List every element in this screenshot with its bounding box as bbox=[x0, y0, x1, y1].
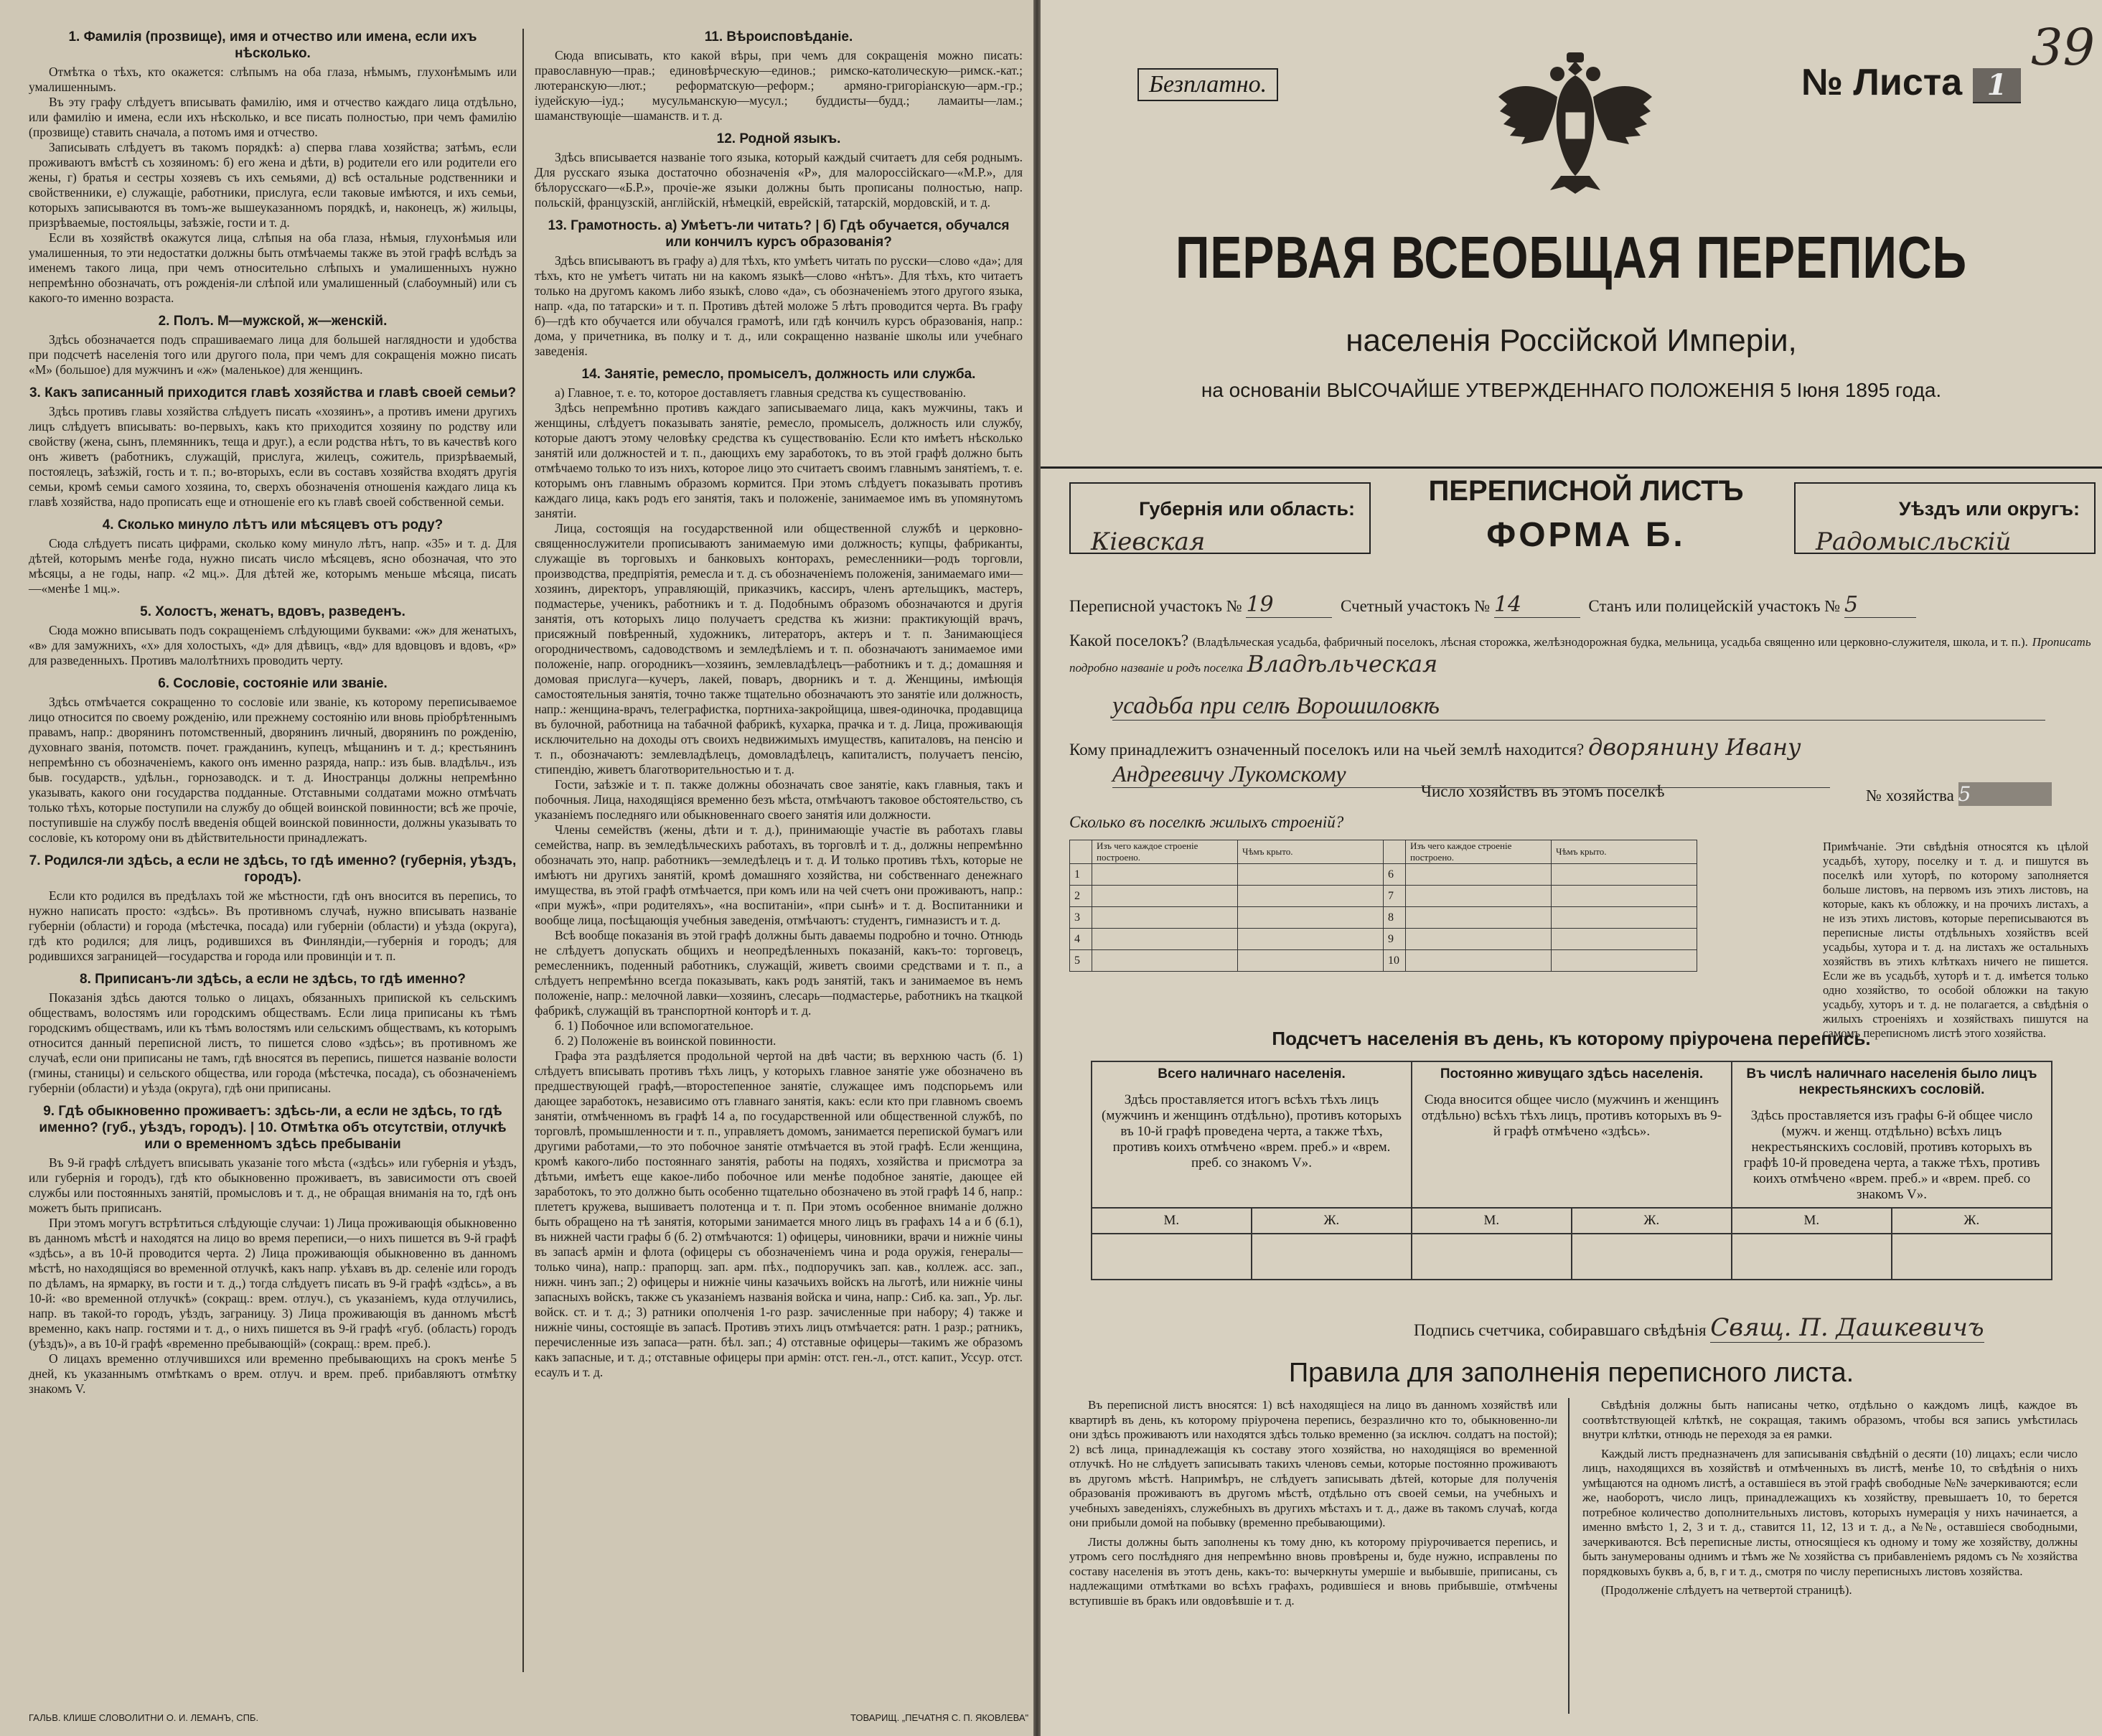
instruction-section bbox=[29, 853, 517, 964]
buildings-cell: 7 bbox=[1384, 886, 1406, 907]
section-paragraph: Здѣсь вписывается названіе того языка, который каждый считаетъ для себя роднымъ. Для русскаго языка достаточно обозначенія «Р», для малороссійскаго—«М.Р.», для бѣлорусскаго—«Б.Р.», прочіе-же языки должны быть прописаны полностью, напр. польскій, французскій, англійскій, нѣмецкій, еврейскій, татарскій, мордовскій, и т. д. bbox=[535, 150, 1023, 210]
section-heading: 8. Приписанъ-ли здѣсь, а если не здѣсь, то гдѣ именно? bbox=[80, 972, 466, 987]
section-paragraph: Графа эта раздѣляется продольной чертой на двѣ части; въ верхнюю часть (б. 1) слѣдуетъ вписывать противъ тѣхъ лицъ, у которыхъ главное занятіе уже обозначено въ предшествующей графѣ,—второстепенное занятіе, служащее имъ подспорьемъ или дающее заработокъ, независимо отъ главнаго занятія, какъ: если кто при главномъ своемъ занятіи, отмѣченномъ въ графѣ 14 а, по государственной или общественной службѣ, по торговлѣ, промышленности и т. п., управляетъ домомъ, занимается перепиской бумагъ или другими работами,—то это побочное занятіе отмѣчается въ этой графѣ. Если женщина, кромѣ какого-либо постояннаго занятія, работы на подяхъ, хозяйства и присмотра за дѣтьми, имѣетъ еще какое-либо побочное или менѣе подобное занятіе, дающее ей заработокъ, то это должно быть особенно тщательно обозначено въ этой графѣ 14 б, напр.: плететъ кружева, вышиваетъ полотенца и т. п. При этомъ особенное вниманіе должно быть обращено на тѣ занятія, которыми занимается много лицъ въ графахъ 14 а и б (б.1), въ нижней части графы б (б. 2) отмѣчаются: 1) офицеры, чиновники, врачи и нижніе чины въ запасѣ армін и флота (офицеры съ обозначеніемъ чина и рода оружія, генералы—только чина), напр.: прапорщ. зап. арм. пѣх., подпоручикъ зап. кав., коллеж. асс. зап., нижн. чинъ зап.; 2) офицеры и нижніе чины казачьихъ войскъ на льготѣ, или нижніе чины запасныхъ войскъ, также съ указаніемъ названія войска и чина, напр.: Сиб. ка. зап., Ур. льг. войск. ст. и т. д.; 3) ратники ополченія 1-го разр. зачисленные при набору; 4) также и нижніе чины, состоящіе въ запасѣ. Противъ этихъ лицъ отмѣчается: ратн. 1 разр.; ратникъ, перечисленные изъ запаса—ратн. бѣл. зап.; 4) отставные офицеры—такимъ же образомъ какъ запасные, и т. д.; отставные офицеры при армін: отст. ген.-л., отст. капит., Уссур. отст. есаулъ и т. д. bbox=[535, 1048, 1023, 1379]
perepis-value: 19 bbox=[1246, 592, 1332, 618]
section-paragraph: Записывать слѣдуетъ въ такомъ порядкѣ: а) сперва глава хозяйства; затѣмъ, если проживаютъ вмѣстѣ съ хозяиномъ: б) его жена и дѣти, в) родители его или родители его жены, г) братья и сестры хозяевъ съ ихъ семьями, д) всѣ остальные родственники и свойственники, е) служащіе, работники, прислуга, если таковые имѣются, и ихъ семьи, которыхъ записываются въ томъ-же вышеуказанномъ порядкѣ, и, наконецъ, ж) жильцы, призрѣваемые, постояльцы, заѣзжіе, гости и т. д. bbox=[29, 140, 517, 230]
perepis-label: Переписной участокъ № bbox=[1069, 597, 1242, 615]
section-heading: 5. Холостъ, женатъ, вдовъ, разведенъ. bbox=[140, 604, 405, 619]
buildings-cell[interactable] bbox=[1406, 907, 1552, 929]
uezd-value: Радомысльскій bbox=[1816, 527, 2012, 556]
buildings-cell[interactable] bbox=[1552, 929, 1697, 950]
hh-number-value: 5 bbox=[1958, 782, 2052, 806]
instructions-page bbox=[0, 0, 1033, 1736]
buildings-cell[interactable] bbox=[1092, 907, 1238, 929]
instruction-section bbox=[535, 131, 1023, 210]
count-column bbox=[1732, 1061, 2052, 1208]
section-paragraph: Сюда вписывать, кто какой вѣры, при чемъ для сокращенія можно писать: православную—прав.; единовѣрческую—единов.; римско-католическую—римск.-кат.; лютеранскую—лют.; реформатскую—реформ.; армяно-григоріанскую—арм.-гр.; іудейскую—іуд.; мусульманскую—мусул.; буддисты—будд.; ламаиты—лам.; шаманствующіе—шаманств. и т. д. bbox=[535, 48, 1023, 123]
buildings-cell[interactable] bbox=[1552, 950, 1697, 972]
rules-divider bbox=[1568, 1398, 1570, 1714]
instruction-section bbox=[29, 29, 517, 306]
owner-value-2: Андреевичу Лукомскому bbox=[1112, 761, 1830, 788]
section-paragraph: б. 1) Побочное или вспомогательное. bbox=[555, 1018, 754, 1033]
section-heading: 13. Грамотность. а) Умѣетъ-ли читать? | б) Гдѣ обучается, обучался или кончилъ курсъ образованія? bbox=[548, 218, 1010, 250]
form-code: ФОРМА Б. bbox=[1486, 516, 1686, 554]
buildings-cell[interactable] bbox=[1552, 886, 1697, 907]
gubernia-label: Губернія или область: bbox=[1139, 498, 1355, 520]
count-sex-header: М. bbox=[1092, 1208, 1252, 1234]
signature-line bbox=[1414, 1313, 1984, 1343]
printer-imprint-right: ТОВАРИЩ. „ПЕЧАТНЯ С. П. ЯКОВЛЕВА" bbox=[850, 1712, 1029, 1723]
hh-number bbox=[1866, 782, 2052, 806]
buildings-header-cell: Чѣмъ крыто. bbox=[1552, 840, 1697, 864]
buildings-cell[interactable] bbox=[1406, 886, 1552, 907]
count-sex-header: Ж. bbox=[1252, 1208, 1412, 1234]
section-paragraph: б. 2) Положеніе въ воинской повинности. bbox=[555, 1033, 776, 1048]
section-paragraph: Сюда слѣдуетъ писать цифрами, сколько кому минуло лѣтъ, напр. «35» и т. д. Для дѣтей, которымъ менѣе года, нужно писать число мѣсяцевъ, ясно обозначая, что это мѣсяцы, а не годы, напр. «2 мц.». Для дѣтей же, которымъ меньше мѣсяца, писать —«менѣе 1 мц.». bbox=[29, 536, 517, 596]
sheet-number-value: 1 bbox=[1973, 68, 2022, 103]
count-sex-header: Ж. bbox=[1892, 1208, 2052, 1234]
instruction-section bbox=[29, 675, 517, 845]
buildings-cell[interactable] bbox=[1238, 950, 1384, 972]
count-value-cell[interactable] bbox=[1092, 1234, 1252, 1280]
section-heading: 3. Какъ записанный приходится главѣ хозяйства и главѣ своей семьи? bbox=[29, 385, 517, 400]
section-paragraph: Гости, заѣзжіе и т. п. также должны обозначать свое занятіе, какъ главныя, такъ и побочныя. Лица, находящіяся временно безъ мѣста, отмѣчаютъ таковое обстоятельство, съ указаніемъ последняго или обыкновеннаго своего занятія или должности. bbox=[535, 777, 1023, 822]
buildings-cell[interactable] bbox=[1552, 907, 1697, 929]
buildings-cell: 5 bbox=[1070, 950, 1092, 972]
section-paragraph: Если кто родился въ предѣлахъ той же мѣстности, гдѣ онъ вносится въ перепись, то нужно написать просто: «здѣсь». Въ противномъ случаѣ, нужно вписывать названіе губерніи (области) и города (мѣстечка, посада) или губерніи (области) и уѣзда (округа), гдѣ кто родился; для лицъ, родившихся въ Финляндіи,—губернія и городъ; для родившихся заграницей—государства и города или провинціи и т. п. bbox=[29, 888, 517, 963]
settlement-hint: (Владѣльческая усадьба, фабричный поселокъ, лѣсная сторожка, желѣзнодорожная будка, мельница, усадьба священно или церковно-служителя, школа, и т. п.). bbox=[1192, 635, 2028, 649]
count-column bbox=[1412, 1061, 1732, 1208]
gubernia-value: Кіевская bbox=[1091, 527, 1206, 556]
count-column bbox=[1092, 1061, 1412, 1208]
instruction-section bbox=[29, 1103, 517, 1397]
instruction-section bbox=[29, 971, 517, 1096]
buildings-cell[interactable] bbox=[1552, 864, 1697, 886]
section-paragraph: Отмѣтка о тѣхъ, кто окажется: слѣпымъ на оба глаза, нѣмымъ, глухонѣмымъ или умалишеннымъ. bbox=[29, 65, 517, 94]
section-heading: 12. Родной языкъ. bbox=[716, 131, 841, 146]
rules-right bbox=[1582, 1398, 2078, 1603]
instructions-column-1 bbox=[29, 29, 517, 1404]
uezd-label: Уѣздъ или округъ: bbox=[1898, 498, 2080, 520]
section-paragraph: а) Главное, т. е. то, которое доставляетъ главныя средства къ существованію. bbox=[555, 385, 967, 400]
archive-page-number: 39 bbox=[2031, 18, 2096, 77]
section-paragraph: Сюда можно вписывать подъ сокращеніемъ слѣдующими буквами: «ж» для женатыхъ, «в» для замужнихъ, «х» для холостыхъ, «д» для дѣвицъ, «вд» для вдовцовъ и вдовъ, «р» для разведенныхъ. Противъ малолѣтнихъ проводить черту. bbox=[29, 623, 517, 667]
printer-imprint-left: ГАЛЬВ. КЛИШЕ СЛОВОЛИТНИ О. И. ЛЕМАНЪ, СПБ. bbox=[29, 1712, 259, 1723]
instructions-column-2 bbox=[535, 29, 1023, 1387]
buildings-header-cell: Изъ чего каждое строеніе построено. bbox=[1406, 840, 1552, 864]
instruction-section bbox=[535, 29, 1023, 123]
section-heading: 9. Гдѣ обыкновенно проживаетъ: здѣсь-ли, а если не здѣсь, то гдѣ именно? (губ., уѣздъ, городъ). | 10. Отмѣтка объ отсутствіи, отлучкѣ или о временномъ здѣсь пребываніи bbox=[39, 1104, 507, 1152]
signature-label: Подпись счетчика, собиравшаго свѣдѣнія bbox=[1414, 1321, 1707, 1339]
count-title: Подсчетъ населенія въ день, къ которому пріурочена перепись. bbox=[1272, 1028, 1871, 1049]
census-subtitle: населенія Россійской Имперіи, bbox=[1346, 323, 1797, 358]
buildings-cell: 8 bbox=[1384, 907, 1406, 929]
buildings-cell[interactable] bbox=[1092, 864, 1238, 886]
section-paragraph: Здѣсь противъ главы хозяйства слѣдуетъ писать «хозяинъ», а противъ имени другихъ лицъ слѣдуетъ вписывать: во-первыхъ, какъ кто приходится хозяину по родству или свойству (жена, сынъ, племянникъ, теща и друг.), а если родства нѣтъ, то въ качествѣ кого онъ живетъ (работникъ, служащій, прислуга, жилецъ, сожитель, призрѣваемый, постоялецъ, заѣзжій, гость и т. п.; во-вторыхъ, если въ составъ хозяйства входятъ другія семьи, кромѣ семьи самого хозяина, то, сверхъ обозначенія отношенія каждаго лица къ главѣ хозяйства, надо прописать еще и отношеніе его къ главѣ своей собственной семьи. bbox=[29, 404, 517, 509]
form-title: ПЕРЕПИСНОЙ ЛИСТЪ bbox=[1428, 475, 1744, 507]
settlement-line bbox=[1069, 632, 2096, 677]
district-line bbox=[1069, 592, 2096, 618]
section-heading: 7. Родился-ли здѣсь, а если не здѣсь, то гдѣ именно? (губернія, уѣздъ, городъ). bbox=[29, 853, 517, 885]
owner-label: Кому принадлежитъ означенный поселокъ или на чьей землѣ находится? bbox=[1069, 741, 1585, 759]
buildings-header-cell bbox=[1384, 840, 1406, 864]
instruction-section bbox=[29, 604, 517, 668]
column-divider bbox=[522, 29, 524, 1672]
census-form-page bbox=[1041, 0, 2102, 1736]
buildings-label: Сколько въ поселкѣ жилыхъ строеній? bbox=[1069, 813, 1344, 831]
instruction-section bbox=[29, 313, 517, 377]
population-count-table bbox=[1091, 1061, 2052, 1280]
instruction-section bbox=[535, 366, 1023, 1380]
settlement-value-1: Владѣльческая bbox=[1247, 650, 1438, 677]
section-paragraph: Если въ хозяйствѣ окажутся лица, слѣпыя на оба глаза, нѣмыя, глухонѣмыя или умалишенныя, то эти недостатки должны быть отмѣчаемы также въ этой графѣ вслѣдъ за именемъ такого лица, при чемъ относительно слѣпыхъ и умалишенныхъ нужно непремѣнно обозначать, отъ рожденія-ли слѣпой или умалишенный (слабоумный) или съ какого-то именно возраста. bbox=[29, 230, 517, 305]
sheet-number-label: № Листа bbox=[1801, 62, 1963, 103]
buildings-cell[interactable] bbox=[1406, 950, 1552, 972]
census-title: ПЕРВАЯ ВСЕОБЩАЯ ПЕРЕПИСЬ bbox=[1175, 223, 1968, 291]
section-paragraph: При этомъ могутъ встрѣтиться слѣдующіе случаи: 1) Лица проживающія обыкновенно въ данномъ мѣстѣ и находятся на лицо во время переписи,—о нихъ пишется въ 9-й графѣ «здѣсь», а въ 10-й проводится черта. 2) Лица проживающія обыкновенно въ данномъ мѣстѣ, но находящіяся во временной отлучкѣ, какъ напр. уѣхавъ въ др. селеніе или городъ по дѣламъ, на ярмарку, въ гости и т. д.,) тогда слѣдуетъ писать въ 9-й графѣ «здѣсь», а въ 10-й: «во временной отлучкѣ» (сокращ.: врем. отлуч.), съ указаніемъ, куда отлучились, напр. въ такой-то городъ, уѣздъ, заграницу. 3) Лица проживающія въ данномъ мѣстѣ временно, какъ напр. гостями и т. д., о нихъ пишется въ 9-й графѣ «губ. (область) городъ (уѣздъ)», а въ 10-й графѣ «временно пребывающій» (сокращ.: врем. преб.). bbox=[29, 1216, 517, 1351]
buildings-cell[interactable] bbox=[1238, 864, 1384, 886]
buildings-cell[interactable] bbox=[1238, 929, 1384, 950]
count-sex-header: Ж. bbox=[1572, 1208, 1732, 1234]
section-heading: 14. Занятіе, ремесло, промыселъ, должность или служба. bbox=[581, 367, 976, 382]
imperial-eagle-icon bbox=[1493, 39, 1658, 197]
count-sex-header: М. bbox=[1732, 1208, 1892, 1234]
rule-paragraph: Каждый листъ предназначенъ для записыванія свѣдѣній о десяти (10) лицахъ; если число лицъ, находящихся въ хозяйствѣ и отмѣченныхъ въ листѣ, менѣе 10, то свѣдѣнія о нихъ умѣщаются на одномъ листѣ, а оставшіеся въ этой графѣ свободные №№ зачеркиваются; если же, наоборотъ, число лицъ, принадлежащихъ къ хозяйству, превышаетъ 10, то берется потребное количество дополнительныхъ листовъ, которыхъ нумерація у нихъ начинается, а именно вмѣсто 1, 2, 3 и т. д., ставится 11, 12, 13 и т. д., а №№, оставшіеся свободными, зачеркиваются. Всѣ переписные листы, относящіеся къ одному и тому же хозяйству, должны быть занумерованы однимъ и тѣмъ же № хозяйства съ прибавленіемъ рядомъ съ № хозяйства порядковыхъ буквъ а, б, в, г и т. д., смотря по числу переписныхъ листовъ хозяйства. bbox=[1582, 1446, 2078, 1578]
count-column-heading: Постоянно живущаго здѣсь населенія. bbox=[1440, 1066, 1704, 1082]
buildings-cell[interactable] bbox=[1092, 950, 1238, 972]
instruction-section bbox=[29, 385, 517, 510]
section-heading: 6. Сословіе, состояніе или званіе. bbox=[158, 676, 388, 691]
count-value-cell[interactable] bbox=[1892, 1234, 2052, 1280]
buildings-cell: 2 bbox=[1070, 886, 1092, 907]
section-heading: 2. Полъ. М—мужской, ж—женскій. bbox=[158, 314, 388, 329]
count-value-cell[interactable] bbox=[1732, 1234, 1892, 1280]
rules-left bbox=[1069, 1398, 1557, 1613]
rule-paragraph: Листы должны быть заполнены къ тому дню, къ которому пріурочивается перепись, и утромъ сего послѣдняго дня непремѣнно вновь провѣрены и, буде нужно, исправлены по составу населенія въ этотъ день, какъ-то: вычеркнуты умершіе и выбывшіе, приписаны, съ надлежащими отмѣтками во всѣхъ графахъ, родившіеся и вновь прибывшіе, отмѣчены вступившіе въ бракъ или овдовѣвшіе и т. д. bbox=[1069, 1534, 1557, 1608]
section-heading: 4. Сколько минуло лѣтъ или мѣсяцевъ отъ роду? bbox=[102, 517, 444, 532]
buildings-cell[interactable] bbox=[1406, 864, 1552, 886]
buildings-cell[interactable] bbox=[1092, 929, 1238, 950]
count-value-cell[interactable] bbox=[1412, 1234, 1572, 1280]
signature-value: Свящ. П. Дашкевичъ bbox=[1710, 1313, 1984, 1342]
header-rule bbox=[1041, 466, 2102, 469]
count-column-text: Здѣсь проставляется итогъ всѣхъ тѣхъ лицъ (мужчинъ и женщинъ отдѣльно), противъ которыхъ въ 10-й графѣ проведена черта, а также тѣхъ, противъ коихъ отмѣчено «врем. преб.» и «врем. преб. со знакомъ V». bbox=[1102, 1092, 1402, 1170]
section-paragraph: Показанія здѣсь даются только о лицахъ, обязанныхъ припиской къ сельскимъ обществамъ, волостямъ или городскимъ обществамъ. Если лица приписаны къ тѣмъ городскимъ обществамъ, или къ тѣмъ волостямъ или сельскимъ обществамъ, къ которымъ относится данный переписной листъ, то пишется слово «здѣсь»; въ противномъ же случаѣ, если они приписаны не тамъ, гдѣ вносятся въ перепись, пишется названіе волости (гмины, станицы) и сельского общества, или города (мѣстечка, посада), съ обозначеніемъ губерніи (области) и уѣзда (округа), гдѣ они приписаны. bbox=[29, 990, 517, 1095]
hh-number-label: № хозяйства bbox=[1866, 787, 1954, 804]
section-paragraph: Въ эту графу слѣдуетъ вписывать фамилію, имя и отчество каждаго лица отдѣльно, или фамилію и имена, если ихъ нѣсколько, и все писать полностью, при чемъ фамилію (прозвище) ставить сначала, а потомъ имя и отчество. bbox=[29, 95, 517, 139]
buildings-cell[interactable] bbox=[1238, 907, 1384, 929]
buildings-cell[interactable] bbox=[1092, 886, 1238, 907]
section-paragraph: Всѣ вообще показанія въ этой графѣ должны быть даваемы подробно и точно. Отнюдь не слѣдуетъ допускать общихъ и неопредѣленныхъ показаній, какъ-то: торговецъ, ремесленникъ, поденный работникъ, служащій, живетъ своими средствами и т. п., а слѣдуетъ непремѣнно всегда показывать, какъ родъ занятій, такъ и занимаемое въ немъ положеніе, напр.: мелочной лавки—хозяинъ, слесарь—подмастерье, работникъ на ткацкой фабрикѣ, служащій въ транспортной конторѣ и т. д. bbox=[535, 928, 1023, 1018]
section-paragraph: Здѣсь вписываютъ въ графу а) для тѣхъ, кто умѣетъ читать по русски—слово «да»; для тѣхъ, кто не умѣетъ читать ни на какомъ языкѣ—слово «нѣтъ». Для тѣхъ, кто читаетъ только на другомъ какомъ либо языкѣ, слово «да», съ обозначеніемъ этого другого языка, напр. «да, по татарски» и т. п. Противъ дѣтей моложе 5 лѣтъ проводится черта. Въ графу б)—гдѣ кто обучается или обучался грамотѣ, или гдѣ кончилъ курсъ образованія, напр.: дома, у причетника, въ полку и т. д., или сокращенно названіе школы или учебнаго заведенія. bbox=[535, 253, 1023, 358]
owner-line bbox=[1069, 733, 2096, 761]
count-column-heading: Въ числѣ наличнаго населенія было лицъ некрестьянскихъ сословій. bbox=[1746, 1066, 2037, 1097]
stan-value: 5 bbox=[1844, 592, 1916, 618]
buildings-cell: 10 bbox=[1384, 950, 1406, 972]
settlement-hint-2: Прописать подробно названіе и родъ поселка bbox=[1069, 635, 2091, 675]
rule-paragraph: Въ переписной листъ вносятся: 1) всѣ находящіеся на лицо въ данномъ хозяйствѣ или квартирѣ въ день, къ которому пріурочена перепись, безразлично кто то, обыкновенно-ли они здѣсь проживаютъ или находятся здѣсь только временно (за исключ. солдатъ на постой); 2) всѣ лица, принадлежащія къ составу этого хозяйства, но находящіяся во временной отлучкѣ. Но не слѣдуетъ записывать такихъ членовъ семьи, которые постоянно проживаютъ въ другомъ мѣстѣ. Напримѣръ, не слѣдуетъ записывать дѣтей, которые для полученія образованія проживаютъ въ другомъ мѣстѣ, отдѣльно отъ своей семьи, на учебныхъ и учебныхъ заведеніяхъ, служебныхъ въ другихъ мѣстахъ и т. д., даже въ такомъ случаѣ, когда они прибыли домой на побывку (временно пребывающими). bbox=[1069, 1398, 1557, 1529]
count-column-text: Здѣсь проставляется изъ графы 6-й общее число (мужч. и женщ. отдѣльно) всѣхъ лицъ некрестьянскихъ сословій, противъ которыхъ въ графѣ 10-й проведена черта, а также тѣхъ, противъ коихъ отмѣчено «врем. преб.» и «врем. преб. со знакомъ V». bbox=[1743, 1108, 2040, 1202]
settlement-label: Какой поселокъ? bbox=[1069, 632, 1189, 649]
count-sex-header: М. bbox=[1412, 1208, 1572, 1234]
sheet-number bbox=[1801, 61, 2021, 104]
rule-paragraph: Свѣдѣнія должны быть написаны четко, отдѣльно о каждомъ лицѣ, каждое въ соотвѣтствующей клѣткѣ, не сокращая, такимъ образомъ, чтобы вся запись умѣстилась внутри клѣтки, отнюдь не переходя за ея рамки. bbox=[1582, 1398, 2078, 1441]
buildings-cell: 9 bbox=[1384, 929, 1406, 950]
buildings-note: Примѣчаніе. Эти свѣдѣнія относятся къ цѣлой усадьбѣ, хутору, поселку и т. д. и пишутся въ поселкѣ или хуторѣ, по которому заполняется больше листовъ, на первомъ изъ этихъ листовъ, на которые, какъ къ обложку, и на прочихъ листахъ, а не изъ этихъ листовъ, которые переписываются въ переписные листы отдѣльныхъ хозяйствъ всей усадьбы, хутора и т. д. на листахъ же остальныхъ хозяйствъ въ этихъ клѣткахъ ничего не пишется. Если же въ усадьбѣ, хуторѣ и т. д. имѣется только одно хозяйство, то особой обложки на такую усадьбу, хуторъ и т. д. не полагается, а свѣдѣнія о жилыхъ строеніяхъ и хозяйствахъ пишутся на самомъ переписномъ листѣ этого хозяйства. bbox=[1823, 840, 2088, 1040]
section-paragraph: О лицахъ временно отлучившихся или временно пребывающихъ на срокъ менѣе 5 дней, къ указаннымъ отмѣткамъ о врем. отлуч. и врем. преб. прибавляютъ отмѣтку знакомъ V. bbox=[29, 1351, 517, 1396]
buildings-cell: 4 bbox=[1070, 929, 1092, 950]
section-paragraph: Члены семействъ (жены, дѣти и т. д.), принимающіе участіе въ работахъ главы семейства, напр. въ земледѣльческихъ работахъ, въ торговлѣ и т. д., должны непремѣнно обозначать это, напр. работникъ—земледѣлецъ и т. д. И только противъ тѣхъ, которые не имѣютъ ни другихъ занятій, кромѣ домашняго хозяйства, ни собственнаго денежнаго имущества, въ этой графѣ отмѣчается, при комъ или на чей счетъ они проживаютъ, напр.: «при мужѣ», «при родителяхъ», «на воспитаніи», «при сынѣ» и т. д. Воспитанники и вообще лица, посѣщающія учебныя заведенія, отмѣчаютъ: студентъ, гимназистъ и т. д. bbox=[535, 822, 1023, 927]
owner-value-1: дворянину Ивану bbox=[1588, 733, 1801, 761]
instruction-section bbox=[535, 217, 1023, 359]
settlement-value-2: усадьба при селѣ Ворошиловкѣ bbox=[1112, 693, 2045, 721]
rule-paragraph: (Продолженіе слѣдуетъ на четвертой страницѣ). bbox=[1601, 1583, 1852, 1597]
schet-label: Счетный участокъ № bbox=[1340, 597, 1491, 615]
rules-title: Правила для заполненія переписного листа. bbox=[1288, 1358, 1854, 1388]
schet-value: 14 bbox=[1494, 592, 1580, 618]
hh-count: Число хозяйствъ въ этомъ поселкѣ bbox=[1421, 782, 1665, 800]
count-value-cell[interactable] bbox=[1572, 1234, 1732, 1280]
section-paragraph: Здѣсь отмѣчается сокращенно то сословіе или званіе, къ которому переписываемое лицо относится по своему рожденію, или прежнему состоянію или вновь пріобрѣтеннымъ правамъ, напр.: дворянинъ потомственный, дворянинъ личный, дворянинъ по рожденію, духовнаго званія, потомств. почет. гражданинъ, купецъ, мѣщанинъ и т. д.; крестьянинъ непремѣнно съ обозначеніемъ, какого онъ именно разряда, напр.: изъ быв. владѣльч., изъ быв. государств., удѣльн., горнозаводск. и т. д. Иностранцы должны непремѣнно указывать, какого они государства подданные. Отставными солдатами можно отмѣчать только тѣхъ, которые поступили на службу до общей воинской повинности; всѣ же прочіе, поступившіе на службу послѣ введенія общей воинской повинности, должны указывать то сословіе, къ которому они въ дѣйствительности принадлежатъ. bbox=[29, 695, 517, 845]
buildings-header-cell bbox=[1070, 840, 1092, 864]
instruction-section bbox=[29, 517, 517, 596]
buildings-cell: 1 bbox=[1070, 864, 1092, 886]
count-column-text: Сюда вносится общее число (мужчинъ и женщинъ отдѣльно) всѣхъ тѣхъ лицъ, противъ которыхъ въ 9-й графѣ отмѣчено «здѣсь». bbox=[1421, 1092, 1722, 1139]
free-stamp: Безплатно. bbox=[1137, 68, 1278, 101]
section-paragraph: Здѣсь обозначается подъ спрашиваемаго лица для большей наглядности и удобства при подсчетѣ населенія того или другого пола, при чемъ для сокращенія можно писать «М» (большое) для мужчинъ и «ж» (маленькое) для женщинъ. bbox=[29, 332, 517, 377]
section-heading: 11. Вѣроисповѣданіе. bbox=[704, 29, 853, 44]
stan-label: Станъ или полицейскій участокъ № bbox=[1588, 597, 1841, 615]
buildings-cell: 6 bbox=[1384, 864, 1406, 886]
section-heading: 1. Фамилія (прозвище), имя и отчество или имена, если ихъ нѣсколько. bbox=[68, 29, 477, 61]
buildings-table bbox=[1069, 840, 1697, 972]
count-column-heading: Всего наличнаго населенія. bbox=[1158, 1066, 1346, 1082]
buildings-header-cell: Чѣмъ крыто. bbox=[1238, 840, 1384, 864]
book-gutter bbox=[1033, 0, 1041, 1736]
buildings-cell: 3 bbox=[1070, 907, 1092, 929]
census-basis: на основаніи ВЫСОЧАЙШЕ УТВЕРЖДЕННАГО ПОЛОЖЕНІЯ 5 Іюня 1895 года. bbox=[1201, 379, 1942, 401]
section-paragraph: Въ 9-й графѣ слѣдуетъ вписывать указаніе того мѣста («здѣсь» или губернія и уѣздъ, или губернія и городъ), гдѣ кто обыкновенно проживаетъ, въ зависимости отъ своей службы или постоянныхъ занятій, промысловъ и т. д., не обращая вниманія на то, гдѣ онъ можетъ быть приписанъ. bbox=[29, 1155, 517, 1215]
section-paragraph: Здѣсь непремѣнно противъ каждаго записываемаго лица, какъ мужчины, такъ и женщины, слѣдуетъ показывать занятіе, ремесло, промыселъ, должность или службу, которые даютъ этому человѣку средства къ существованію. Если кто имѣетъ нѣсколько занятій или должностей и т. п., дающихъ ему заработокъ, то въ этой графѣ должно быть отмѣчаемо только то изъ нихъ, которое лицо это считаетъ своимъ главнымъ занятіемъ, т. е. которымъ онъ главнымъ образомъ кормится. При этомъ слѣдуетъ показывать противъ каждаго лица, какъ родъ его занятія, такъ и положеніе, занимаемое имъ въ упомянутомъ занятіи. bbox=[535, 400, 1023, 520]
section-paragraph: Лица, состоящія на государственной или общественной службѣ и церковно-священнослужители прописываютъ занимаемую ими должность; купцы, фабриканты, служащіе въ торговыхъ и банковыхъ конторахъ, ремесленники—родъ торговли, производства, предпріятія, ремесла и т. д. съ обозначеніемъ положенія, занимаемаго ими—хозяинъ, директоръ, управляющій, приказчикъ, кассиръ, членъ артельщикъ, мастеръ, подмастерье, ученикъ, работникъ и т. д. Подобнымъ образомъ обозначаются и другія занятія, отъ которыхъ лицо получаетъ средства къ жизни: практикующій врачъ, присяжный повѣренный, художникъ, литераторъ, актеръ и т. п. Занимающіеся огородничествомъ, садоводствомъ и земледѣліемъ и т. п. обозначаютъ занимаемое ими положеніе, напр. огородникъ—хозяинъ, землевладѣлецъ—работникъ и т. д.; домашняя и домовая прислуга—кучеръ, лакей, поваръ, дворникъ и т. д. Женщины, имѣющія самостоятельныя занятія, точно также тщательно обозначаютъ это занятіе или должность, напр.: женщина-врачъ, телеграфистка, портниха-закройщица, швея-одиночка, продавщица въ булочной, работница на табачной фабрикѣ, кухарка, прачка и т. д. Лица, проживающія исключительно на доходы отъ своихъ недвижимыхъ имуществъ, капиталовъ, на пенсію и т. п., обозначаютъ: землевладѣлецъ, домовладѣлецъ, капиталистъ, получаетъ пенсію, стипендію, живетъ благотворительностью и т. д. bbox=[535, 521, 1023, 776]
count-value-cell[interactable] bbox=[1252, 1234, 1412, 1280]
buildings-header-cell: Изъ чего каждое строеніе построено. bbox=[1092, 840, 1238, 864]
buildings-cell[interactable] bbox=[1406, 929, 1552, 950]
buildings-cell[interactable] bbox=[1238, 886, 1384, 907]
